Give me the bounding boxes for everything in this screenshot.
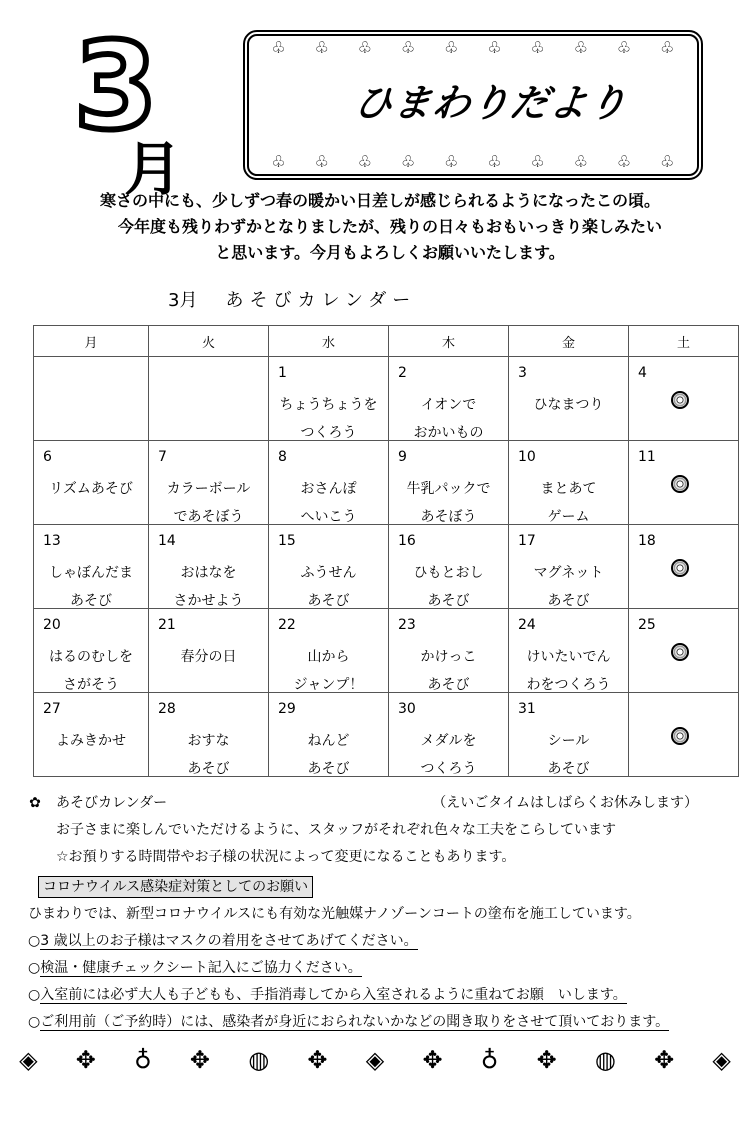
day-number: 28 [158, 701, 176, 717]
frame-deco-icon: ♧ [444, 152, 459, 171]
activity-line: ひもとおし [413, 565, 484, 581]
bullet: ○ [28, 1014, 41, 1030]
day-number: 31 [518, 701, 536, 717]
activity-line: ちょうちょうを [279, 397, 378, 413]
frame-deco-top [257, 40, 689, 56]
activity-line: であそぼう [173, 509, 244, 525]
footer-ornament-icon: ✥ [422, 1046, 443, 1074]
calendar-day-cell [149, 357, 269, 441]
activity-text [149, 727, 268, 783]
calendar-month: 3月 [168, 290, 198, 311]
footer-ornament-icon: ♁ [134, 1046, 152, 1074]
activity-text [269, 559, 388, 615]
activity-line: リズムあそび [49, 481, 133, 497]
calendar-day-cell [509, 693, 629, 777]
sunflower-icon [671, 559, 689, 577]
day-number: 3 [518, 365, 527, 381]
frame-deco-icon: ♧ [616, 152, 632, 171]
frame-deco-icon: ♧ [400, 152, 416, 171]
day-number: 21 [158, 617, 176, 633]
activity-text [389, 391, 508, 447]
day-number: 13 [43, 533, 61, 549]
activity-line: ねんど [307, 733, 350, 749]
activity-line: カラーボール [166, 481, 251, 497]
notice-intro: ひまわりでは、新型コロナウイルスにも有効な光触媒ナノゾーンコートの塗布を施工しています。 [28, 906, 641, 922]
calendar-day-cell [509, 609, 629, 693]
calendar-day-cell [509, 441, 629, 525]
calendar-week [34, 357, 739, 441]
footer-decoration [0, 1040, 750, 1080]
activity-text [389, 727, 508, 783]
calendar-day-cell [269, 357, 389, 441]
calendar-day-cell [269, 525, 389, 609]
footer-ornament-icon: ✥ [189, 1046, 211, 1074]
weekday-header: 水 [269, 326, 389, 357]
flower-icon: ✿ [29, 795, 41, 811]
sunflower-icon [671, 391, 689, 409]
notice-item-text: 検温・健康チェックシート記入にご協力ください。 [40, 960, 362, 976]
intro-line: 寒さの中にも、少しずつ春の暖かい日差しが感じられるようになったこの頃。 [100, 191, 661, 210]
notes-line: お子さまに楽しんでいただけるように、スタッフがそれぞれ色々な工夫をこらしています [56, 822, 616, 838]
activity-line: はるのむしを [49, 649, 133, 665]
activity-line: つくろう [300, 425, 357, 441]
activity-line: あそび [427, 677, 470, 693]
month-digit: 3 [74, 18, 158, 157]
activity-line: ひなまつり [533, 397, 604, 413]
footer-ornament-icon: ◍ [248, 1046, 270, 1074]
calendar-day-cell [509, 525, 629, 609]
notice-item-text: 入室前には必ず大人も子どもも、手指消毒してから入室されるように重ねてお願 いします。 [40, 987, 627, 1003]
notice-item [28, 955, 728, 982]
notice-title-row [28, 871, 728, 901]
day-number: 27 [43, 701, 61, 717]
day-number: 11 [638, 449, 656, 465]
frame-deco-icon: ♧ [400, 38, 416, 57]
footer-ornament-icon: ◍ [594, 1046, 616, 1074]
activity-text [269, 643, 388, 699]
activity-line: さかせよう [173, 593, 244, 609]
activity-line: あそび [187, 761, 230, 777]
activity-line: あそび [307, 593, 350, 609]
activity-line: ふうせん [300, 565, 357, 581]
frame-deco-icon: ♧ [357, 38, 373, 57]
activity-text [269, 475, 388, 531]
activity-text [149, 559, 268, 615]
activity-line: あそぼう [420, 509, 477, 525]
day-number: 15 [278, 533, 296, 549]
frame-deco-icon: ♧ [314, 38, 329, 57]
calendar-day-cell [34, 693, 149, 777]
activity-text [509, 475, 628, 531]
calendar-day-cell [34, 525, 149, 609]
calendar-day-cell [149, 693, 269, 777]
calendar-day-cell [34, 441, 149, 525]
notes-heading: あそびカレンダー [56, 795, 168, 811]
day-number: 25 [638, 617, 656, 633]
weekday-header: 木 [389, 326, 509, 357]
day-number: 2 [398, 365, 407, 381]
footer-ornament-icon: ✥ [536, 1046, 557, 1074]
frame-deco-icon: ♧ [660, 152, 675, 171]
activity-text [149, 643, 268, 671]
notes-line: ☆お預りする時間帯やお子様の状況によって変更になることもあります。 [56, 849, 516, 865]
frame-deco-icon: ♧ [530, 38, 545, 57]
activity-line: おかいもの [413, 425, 484, 441]
frame-deco-icon: ♧ [314, 152, 329, 171]
calendar-day-cell [34, 609, 149, 693]
calendar-day-cell [629, 525, 739, 609]
day-number: 6 [43, 449, 52, 465]
frame-deco-icon: ♧ [573, 38, 589, 57]
activity-text [509, 559, 628, 615]
day-number: 30 [398, 701, 416, 717]
footer-ornament-icon: ♁ [480, 1046, 499, 1074]
footer-ornament-icon: ◈ [712, 1046, 731, 1074]
frame-deco-icon: ♧ [487, 152, 502, 171]
activity-line: あそび [307, 761, 350, 777]
calendar-day-cell [629, 441, 739, 525]
day-number: 10 [518, 449, 536, 465]
activity-line: イオンで [420, 397, 477, 413]
calendar-week [34, 693, 739, 777]
day-number: 7 [158, 449, 167, 465]
calendar-heading: あそびカレンダー [225, 290, 417, 311]
activity-line: へいこう [300, 509, 357, 525]
calendar-day-cell [149, 609, 269, 693]
day-number: 29 [278, 701, 296, 717]
activity-line: シール [547, 733, 590, 749]
day-number: 18 [638, 533, 656, 549]
calendar-day-cell [269, 609, 389, 693]
calendar-title [168, 286, 416, 312]
sunflower-icon [671, 475, 689, 493]
frame-deco-icon: ♧ [487, 38, 502, 57]
footer-ornament-icon: ✥ [75, 1046, 96, 1074]
notes-heading-row [28, 790, 728, 817]
frame-deco-icon: ♧ [660, 38, 675, 57]
calendar-week [34, 525, 739, 609]
activity-line: おさんぽ [300, 481, 357, 497]
activity-text [389, 475, 508, 531]
notice-title: コロナウイルス感染症対策としてのお願い [38, 876, 313, 898]
weekday-header-row [34, 326, 739, 357]
activity-line: かけっこ [420, 649, 477, 665]
activity-line: あそび [427, 593, 470, 609]
calendar-day-cell [149, 441, 269, 525]
activity-line: つくろう [420, 761, 477, 777]
weekday-header: 金 [509, 326, 629, 357]
activity-text [509, 643, 628, 699]
intro-line: と思います。今月もよろしくお願いいたします。 [215, 243, 565, 262]
english-time-note: （えいごタイムはしばらくお休みします） [432, 795, 698, 811]
activity-text [269, 727, 388, 783]
day-number: 16 [398, 533, 416, 549]
activity-line: よみきかせ [56, 733, 126, 749]
activity-line: おすな [187, 733, 230, 749]
calendar-day-cell [269, 441, 389, 525]
bullet: ○ [28, 987, 41, 1003]
notice-item [28, 928, 728, 955]
activity-line: わをつくろう [526, 677, 611, 693]
activity-text [509, 727, 628, 783]
calendar-day-cell [629, 693, 739, 777]
calendar-day-cell [149, 525, 269, 609]
frame-deco-icon: ♧ [616, 38, 632, 57]
calendar-day-cell [269, 693, 389, 777]
day-number: 9 [398, 449, 407, 465]
activity-line: メダルを [420, 733, 477, 749]
activity-line: ゲーム [547, 509, 590, 525]
activity-line: マグネット [533, 565, 604, 581]
activity-line: あそび [547, 593, 590, 609]
activity-line: ジャンプ！ [293, 677, 364, 693]
notice-item [28, 1009, 728, 1036]
activity-line: けいたいでん [526, 649, 611, 665]
frame-deco-bottom [257, 154, 689, 170]
day-number: 24 [518, 617, 536, 633]
activity-text [34, 727, 148, 755]
sunflower-icon [671, 727, 689, 745]
activity-line: あそび [547, 761, 590, 777]
calendar-day-cell [509, 357, 629, 441]
notes-section [28, 790, 728, 1036]
day-number: 1 [278, 365, 287, 381]
calendar-day-cell [389, 693, 509, 777]
activity-line: おはなを [180, 565, 237, 581]
calendar-day-cell [389, 609, 509, 693]
activity-text [269, 391, 388, 447]
footer-ornament-icon: ✥ [307, 1046, 328, 1074]
day-number: 8 [278, 449, 287, 465]
activity-line: まとあて [540, 481, 597, 497]
bullet: ○ [28, 933, 41, 949]
footer-ornament-icon: ✥ [654, 1046, 675, 1074]
footer-ornament-icon: ◈ [365, 1046, 385, 1074]
sunflower-icon [671, 643, 689, 661]
newsletter-title: ひまわりだより [351, 81, 631, 125]
bullet: ○ [28, 960, 41, 976]
activity-text [34, 643, 148, 699]
calendar-day-cell [34, 357, 149, 441]
calendar-day-cell [629, 357, 739, 441]
footer-ornament-icon: ◈ [19, 1046, 38, 1074]
month-kanji: 月 [124, 135, 183, 203]
frame-deco-icon: ♧ [573, 152, 589, 171]
day-number: 22 [278, 617, 296, 633]
day-number: 20 [43, 617, 61, 633]
activity-text [34, 559, 148, 615]
activity-line: あそび [70, 593, 112, 609]
activity-line: さがそう [63, 677, 119, 693]
intro-text [70, 188, 710, 266]
weekday-header: 土 [629, 326, 739, 357]
calendar-day-cell [389, 441, 509, 525]
activity-line: 山から [307, 649, 350, 665]
activity-line: しゃぼんだま [49, 565, 133, 581]
month-badge [68, 18, 208, 203]
notice-item-text: 3 歳以上のお子様はマスクの着用をさせてあげてください。 [40, 933, 418, 949]
weekday-header: 月 [34, 326, 149, 357]
activity-line: 春分の日 [180, 649, 237, 665]
notice-item-text: ご利用前（ご予約時）には、感染者が身近におられないかなどの聞き取りをさせて頂いております。 [40, 1014, 670, 1030]
day-number: 17 [518, 533, 536, 549]
activity-text [509, 391, 628, 419]
activity-text [34, 475, 148, 503]
weekday-header: 火 [149, 326, 269, 357]
day-number: 23 [398, 617, 416, 633]
calendar-day-cell [389, 357, 509, 441]
activity-text [389, 559, 508, 615]
calendar-day-cell [629, 609, 739, 693]
activity-text [149, 475, 268, 531]
intro-line: 今年度も残りわずかとなりましたが、残りの日々もおもいっきり楽しみたい [117, 217, 662, 236]
calendar-day-cell [389, 525, 509, 609]
day-number: 14 [158, 533, 176, 549]
frame-deco-icon: ♧ [357, 152, 373, 171]
frame-deco-icon: ♧ [271, 152, 286, 171]
activity-line: 牛乳パックで [406, 481, 491, 497]
activity-calendar [33, 325, 739, 777]
day-number: 4 [638, 365, 647, 381]
frame-deco-icon: ♧ [444, 38, 459, 57]
activity-text [389, 643, 508, 699]
calendar-week [34, 441, 739, 525]
frame-deco-icon: ♧ [530, 152, 545, 171]
calendar-week [34, 609, 739, 693]
notice-item [28, 982, 728, 1009]
frame-deco-icon: ♧ [271, 38, 286, 57]
